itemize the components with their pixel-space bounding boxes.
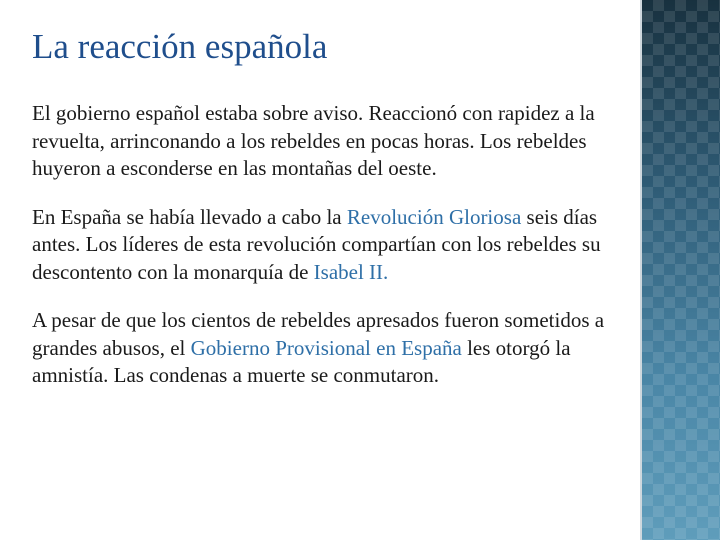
paragraph-2-text-1: En España se había llevado a cabo la — [32, 204, 347, 229]
paragraph-1: El gobierno español estaba sobre aviso. Reaccionó con rapidez a la revuelta, arrinconando a los rebeldes en pocas horas. Los rebeldes huyeron a esconderse en las montañas del oeste. — [32, 101, 595, 180]
paragraph-3 — [32, 307, 632, 390]
paragraph-2 — [32, 204, 632, 287]
slide-title: La reacción española — [32, 27, 328, 66]
paragraph-3-text-2: les otorgó la amnistía. Las condenas a muerte se conmutaron. — [32, 335, 571, 387]
link-revolucion-gloriosa[interactable]: Revolución Gloriosa — [346, 204, 522, 229]
slide-body — [32, 100, 632, 411]
paragraph-3-text-1: A pesar de que los cientos de rebeldes apresados fueron sometidos a grandes abusos, el — [32, 308, 605, 360]
paragraph-2-text-2: seis días antes. Los líderes de esta revolución compartían con los rebeldes su descontento con la monarquía de — [32, 204, 601, 284]
link-isabel-ii[interactable]: Isabel II. — [313, 259, 389, 284]
link-gobierno-provisional[interactable]: Gobierno Provisional en España — [190, 335, 462, 360]
decorative-side-panel — [642, 0, 720, 540]
